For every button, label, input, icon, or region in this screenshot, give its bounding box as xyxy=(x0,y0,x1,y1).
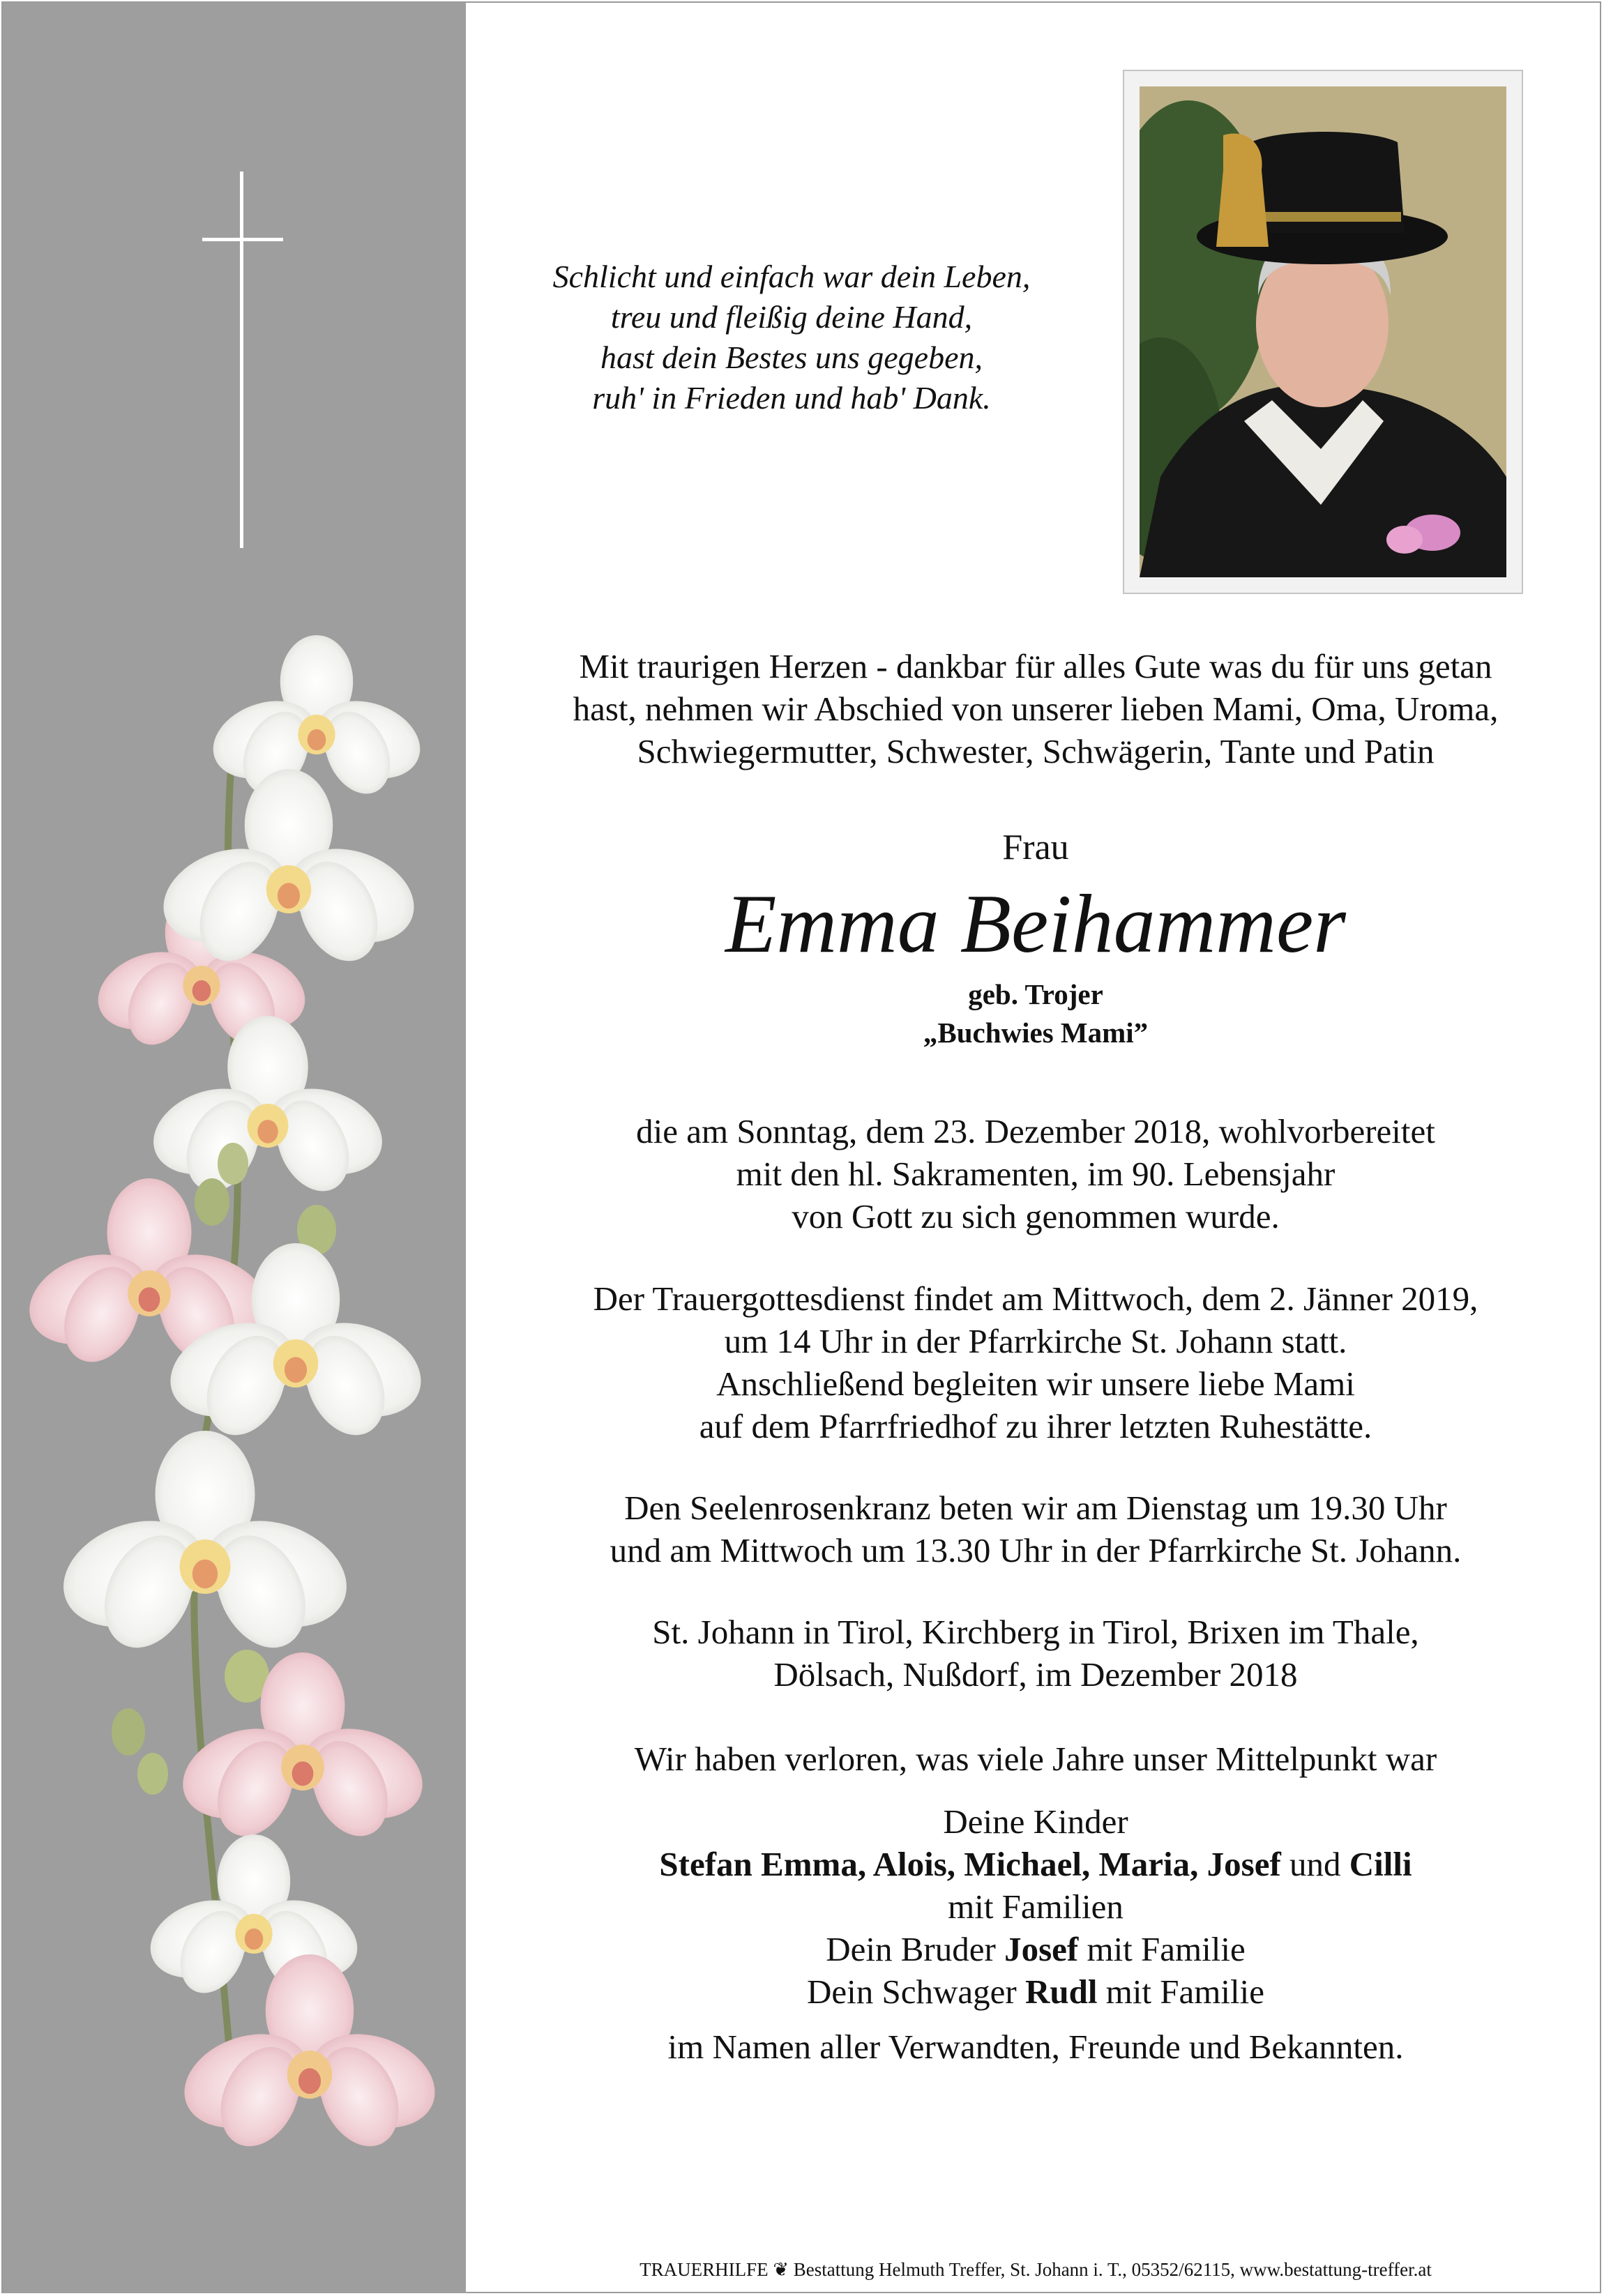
with-families: mit Familien xyxy=(948,1887,1123,1926)
intro-paragraph xyxy=(474,645,1597,773)
footer-details: Bestattung Helmuth Treffer, St. Johann i. T., 05352/62115, www.bestattung-treffer.at xyxy=(793,2259,1432,2280)
intro-line: hast, nehmen wir Abschied von unserer lieben Mami, Oma, Uroma, xyxy=(573,690,1499,728)
brother-line xyxy=(474,1928,1597,1970)
inlaw-suffix: mit Familie xyxy=(1105,1972,1264,2011)
funeral-line: um 14 Uhr in der Pfarrkirche St. Johann statt. xyxy=(724,1322,1347,1360)
place-line: St. Johann in Tirol, Kirchberg in Tirol, Brixen im Thale, xyxy=(652,1613,1419,1651)
brother-name: Josef xyxy=(1004,1930,1079,1968)
poem xyxy=(488,257,1095,418)
death-line: von Gott zu sich genommen wurde. xyxy=(792,1197,1280,1236)
nickname: „Buchwies Mami” xyxy=(923,1017,1149,1049)
motto: Wir haben verloren, was viele Jahre unser Mittelpunkt war xyxy=(634,1740,1437,1778)
funeral-line: Anschließend begleiten wir unsere liebe Mami xyxy=(716,1364,1355,1403)
rosary-line: Den Seelenrosenkranz beten wir am Dienstag um 19.30 Uhr xyxy=(624,1489,1447,1527)
kids-names: Stefan Emma, Alois, Michael, Maria, Josef xyxy=(659,1845,1281,1883)
funeral-line: Der Trauergottesdienst findet am Mittwoch, dem 2. Jänner 2019, xyxy=(593,1279,1478,1318)
inlaw-name: Rudl xyxy=(1024,1972,1098,2011)
intro-line: Schwiegermutter, Schwester, Schwägerin, Tante und Patin xyxy=(637,732,1435,770)
funeral-paragraph xyxy=(474,1277,1597,1447)
poem-line: hast dein Bestes uns gegeben, xyxy=(600,340,983,375)
death-line: die am Sonntag, dem 23. Dezember 2018, wohlvorbereitet xyxy=(636,1112,1435,1150)
inlaw-prefix: Dein Schwager xyxy=(806,1972,1017,2011)
kids-line xyxy=(474,1843,1597,1885)
deceased-name: Emma Beihammer xyxy=(725,877,1346,970)
poem-line: ruh' in Frieden und hab' Dank. xyxy=(592,380,991,416)
orchid-flowers-image xyxy=(3,3,466,2293)
place-paragraph xyxy=(474,1611,1597,1696)
leaf-icon: ❦ xyxy=(773,2259,789,2280)
kids-last: Cilli xyxy=(1349,1845,1412,1883)
kids-label: Deine Kinder xyxy=(943,1802,1128,1841)
brother-suffix: mit Familie xyxy=(1087,1930,1246,1968)
intro-line: Mit traurigen Herzen - dankbar für alles Gute was du für uns getan xyxy=(579,647,1492,685)
maiden-name: geb. Trojer xyxy=(968,978,1103,1010)
closing-line: im Namen aller Verwandten, Freunde und Bekannten. xyxy=(667,2028,1404,2066)
kids-und: und xyxy=(1289,1845,1341,1883)
poem-line: Schlicht und einfach war dein Leben, xyxy=(552,259,1031,294)
rosary-line: und am Mittwoch um 13.30 Uhr in der Pfarrkirche St. Johann. xyxy=(610,1531,1462,1569)
footer-brand: TRAUERHILFE xyxy=(640,2259,769,2280)
family-block xyxy=(474,1800,1597,2013)
brother-prefix: Dein Bruder xyxy=(826,1930,996,1968)
poem-line: treu und fleißig deine Hand, xyxy=(610,299,973,335)
salutation: Frau xyxy=(1002,828,1069,867)
place-line: Dölsach, Nußdorf, im Dezember 2018 xyxy=(773,1655,1298,1694)
inlaw-line xyxy=(474,1970,1597,2013)
death-line: mit den hl. Sakramenten, im 90. Lebensjahr xyxy=(736,1155,1336,1193)
decorative-sidebar xyxy=(3,3,466,2293)
rosary-paragraph xyxy=(474,1487,1597,1572)
funeral-line: auf dem Pfarrfriedhof zu ihrer letzten Ruhestätte. xyxy=(699,1407,1372,1445)
portrait-photo xyxy=(1140,86,1506,577)
footer xyxy=(474,2258,1597,2281)
death-paragraph xyxy=(474,1110,1597,1238)
portrait-frame xyxy=(1123,70,1523,594)
